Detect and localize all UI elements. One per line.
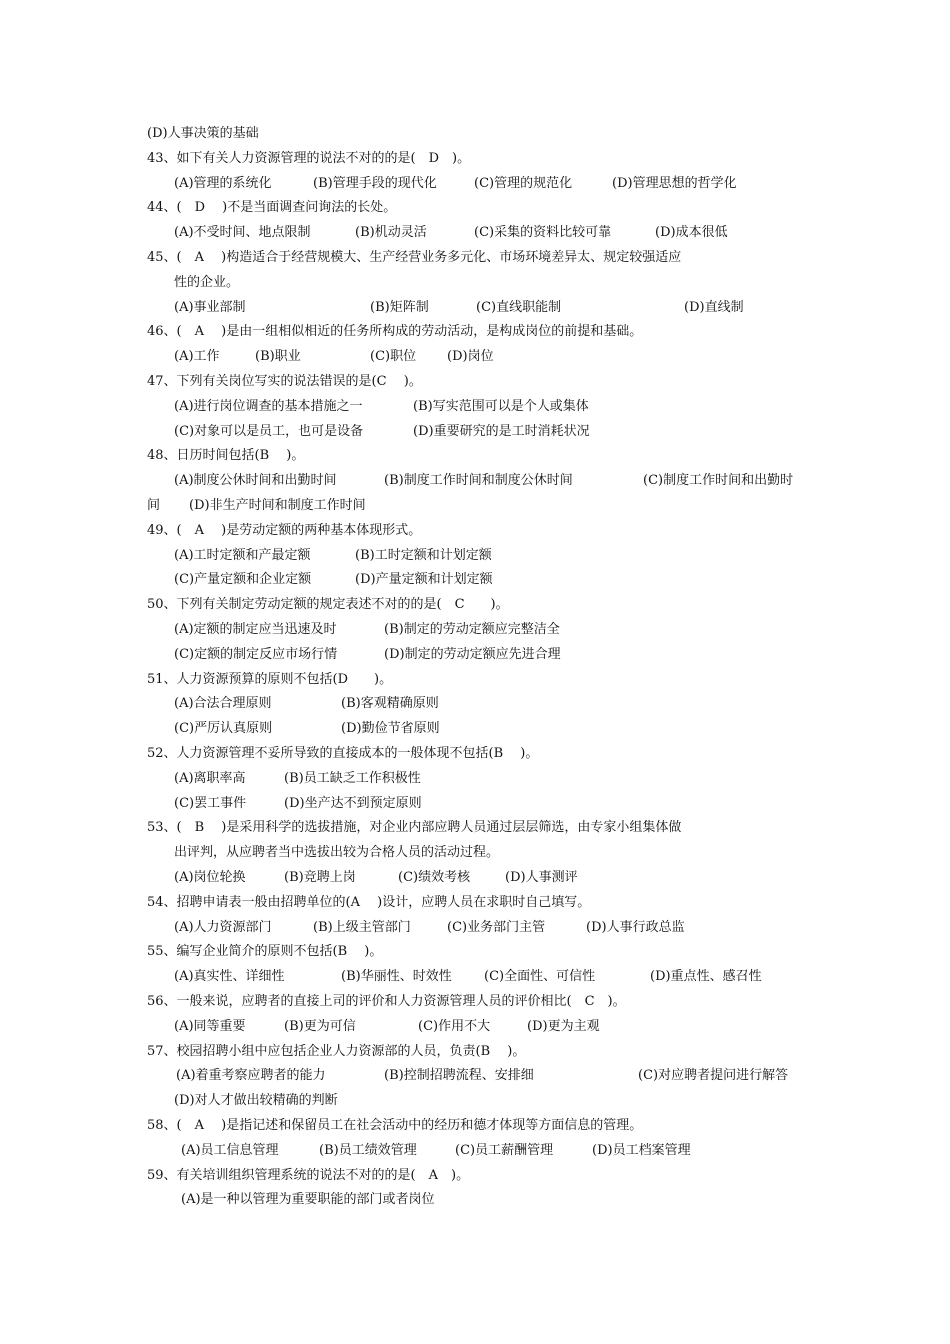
text-segment: 间 <box>147 498 161 513</box>
text-segment: 45、( A )构造适合于经营规模大、生产经营业务多元化、市场环境差异太、规定较强适应 <box>147 250 682 265</box>
text-segment: (D)重点性、感召性 <box>650 969 762 985</box>
text-line <box>0 668 950 692</box>
text-segment: 43、如下有关人力资源管理的说法不对的的是( D )。 <box>147 150 471 166</box>
text-line <box>0 692 950 716</box>
text-segment: (D)重要研究的是工时消耗状况 <box>413 423 590 439</box>
text-segment: 53、( B )是采用科学的选拔措施，对企业内部应聘人员通过层层筛选，由专家小组集体做 <box>147 820 682 836</box>
text-segment: (A)工时定额和产最定额 <box>174 547 311 563</box>
text-line <box>0 345 950 369</box>
text-line <box>0 965 950 989</box>
text-segment: (C)全面性、可信性 <box>484 969 596 985</box>
text-segment: 54、招聘申请表一般由招聘单位的(A )设计，应聘人员在求职时自己填写。 <box>147 894 591 910</box>
text-line <box>0 841 950 865</box>
text-segment: (A)真实性、详细性 <box>174 969 285 985</box>
text-segment: (A)员工信息管理 <box>181 1142 279 1158</box>
text-segment: (C)对象可以是员工，也可是设备 <box>174 423 364 439</box>
text-line <box>0 717 950 741</box>
text-line <box>0 395 950 419</box>
text-segment: (D)坐产达不到预定原则 <box>284 795 422 811</box>
text-segment: 47、下列有关岗位写实的说法错误的是(C )。 <box>147 374 422 389</box>
text-segment: 46、( A )是由一组相似相近的任务所构成的劳动活动，是构成岗位的前提和基础。 <box>147 324 643 340</box>
text-segment: 59、有关培训组织管理系统的说法不对的的是( A )。 <box>147 1167 470 1183</box>
text-line <box>0 147 950 171</box>
text-segment: 52、人力资源管理不妥所导致的直接成本的一般体现不包括(B )。 <box>147 746 539 761</box>
text-line <box>0 990 950 1014</box>
text-line <box>0 1015 950 1039</box>
text-line <box>0 122 950 146</box>
text-segment: (B)客观精确原则 <box>341 696 439 712</box>
text-segment: (B)矩阵制 <box>370 299 429 315</box>
text-line <box>0 643 950 667</box>
text-line <box>0 196 950 220</box>
text-line <box>0 494 950 518</box>
text-segment: (A)工作 <box>174 349 220 365</box>
text-segment: 51、人力资源预算的原则不包括(D )。 <box>147 671 393 687</box>
text-segment: (C)员工薪酬管理 <box>455 1142 554 1158</box>
text-line <box>0 1139 950 1163</box>
text-line <box>0 767 950 791</box>
text-line <box>0 1040 950 1064</box>
text-segment: (B)写实范围可以是个人或集体 <box>413 398 589 414</box>
text-segment: (C)严厉认真原则 <box>174 721 273 737</box>
text-line <box>0 519 950 543</box>
text-segment: (C)产量定额和企业定额 <box>174 572 312 588</box>
text-line <box>0 296 950 320</box>
text-segment: 性的企业。 <box>174 274 240 290</box>
text-line <box>0 1164 950 1188</box>
text-segment: (D)非生产时间和制度工作时间 <box>189 498 366 513</box>
text-line <box>0 420 950 444</box>
text-segment: (D)对人才做出较精确的判断 <box>174 1093 338 1109</box>
text-segment: (D)勤俭节省原则 <box>341 721 440 737</box>
text-segment: (A)同等重要 <box>174 1018 246 1034</box>
text-line <box>0 742 950 766</box>
text-line <box>0 221 950 245</box>
text-segment: 48、日历时间包括(B )。 <box>147 448 305 464</box>
text-segment: (D)人事决策的基础 <box>147 126 259 141</box>
text-line <box>0 1188 950 1212</box>
text-segment: 58、( A )是指记述和保留员工在社会活动中的经历和德才体现等方面信息的管理。 <box>147 1118 643 1133</box>
text-segment: (A)是一种以管理为重要职能的部门或者岗位 <box>181 1192 435 1208</box>
text-line <box>0 246 950 270</box>
text-segment: (C)对应聘者提问进行解答 <box>638 1068 789 1084</box>
text-segment: (D)更为主观 <box>527 1018 600 1034</box>
text-segment: (C)绩效考核 <box>398 870 471 885</box>
text-segment: (A)不受时间、地点限制 <box>174 225 311 241</box>
text-segment: (A)进行岗位调查的基本措施之一 <box>174 398 363 414</box>
text-line <box>0 618 950 642</box>
text-line <box>0 444 950 468</box>
text-segment: (A)人力资源部门 <box>174 919 272 935</box>
text-line <box>0 172 950 196</box>
text-segment: (D)人事行政总监 <box>586 919 685 935</box>
text-segment: (B)更为可信 <box>284 1018 356 1034</box>
text-line <box>0 370 950 394</box>
text-line <box>0 593 950 617</box>
text-line <box>0 544 950 568</box>
text-line <box>0 1089 950 1113</box>
text-line <box>0 271 950 295</box>
text-line <box>0 816 950 840</box>
text-segment: (B)控制招聘流程、安排细 <box>384 1068 534 1084</box>
text-line <box>0 1064 950 1088</box>
text-segment: (A)管理的系统化 <box>174 175 272 191</box>
text-segment: (B)上级主管部门 <box>313 919 411 935</box>
text-line <box>0 916 950 940</box>
text-segment: (A)离职率高 <box>174 770 246 786</box>
text-segment: (A)着重考察应聘者的能力 <box>176 1068 326 1084</box>
text-segment: 56、一般来说，应聘者的直接上司的评价和人力资源管理人员的评价相比( C )。 <box>147 994 626 1009</box>
text-line <box>0 891 950 915</box>
text-segment: 50、下列有关制定劳动定额的规定表述不对的的是( C )。 <box>147 597 509 613</box>
text-segment: (C)管理的规范化 <box>474 175 573 191</box>
text-segment: (B)竞聘上岗 <box>284 870 356 885</box>
text-segment: (A)岗位轮换 <box>174 870 246 885</box>
text-segment: (B)制度工作时间和制度公休时间 <box>384 473 573 489</box>
text-segment: (A)事业部制 <box>174 299 246 315</box>
text-segment: (C)职位 <box>370 349 417 365</box>
text-segment: 44、( D )不是当面调查问询法的长处。 <box>147 200 397 216</box>
text-segment: 55、编写企业简介的原则不包括(B )。 <box>147 944 383 960</box>
text-line <box>0 320 950 344</box>
text-segment: (A)合法合理原则 <box>174 696 272 712</box>
text-segment: (D)人事测评 <box>505 870 578 885</box>
text-segment: (D)制定的劳动定额应先进合理 <box>384 646 561 662</box>
text-segment: 出评判，从应聘者当中选拔出较为合格人员的活动过程。 <box>174 845 500 861</box>
text-segment: (D)产量定额和计划定额 <box>355 572 493 588</box>
text-segment: (D)员工档案管理 <box>592 1142 691 1158</box>
text-line <box>0 940 950 964</box>
text-line <box>0 1114 950 1138</box>
text-segment: (B)机动灵活 <box>355 225 427 241</box>
text-segment: (D)直线制 <box>684 299 744 315</box>
text-segment: (B)制定的劳动定额应完整洁全 <box>384 622 560 637</box>
text-segment: (B)职业 <box>255 349 301 365</box>
text-segment: 49、( A )是劳动定额的两种基本体现形式。 <box>147 522 422 538</box>
text-line <box>0 469 950 493</box>
text-segment: (A)制度公休时间和出勤时间 <box>174 473 337 489</box>
text-segment: (C)制度工作时间和出勤时 <box>643 473 794 489</box>
text-segment: (D)成本很低 <box>655 225 728 241</box>
text-line <box>0 866 950 890</box>
text-segment: (C)业务部门主管 <box>447 919 546 935</box>
text-segment: 57、校园招聘小组中应包括企业人力资源部的人员，负责(B )。 <box>147 1043 526 1059</box>
text-segment: (D)管理思想的哲学化 <box>612 175 737 191</box>
text-segment: (C)罢工事件 <box>174 795 247 811</box>
text-segment: (B)华丽性、时效性 <box>341 969 452 985</box>
text-line <box>0 792 950 816</box>
text-segment: (B)员工绩效管理 <box>319 1142 417 1158</box>
text-segment: (C)采集的资料比较可靠 <box>474 225 612 241</box>
text-segment: (A)定额的制定应当迅速及时 <box>174 622 337 637</box>
text-segment: (D)岗位 <box>447 349 494 365</box>
text-line <box>0 568 950 592</box>
text-segment: (B)员工缺乏工作积极性 <box>284 770 421 786</box>
text-segment: (B)工时定额和计划定额 <box>355 547 492 563</box>
text-segment: (C)直线职能制 <box>476 299 562 315</box>
text-segment: (C)定额的制定反应市场行情 <box>174 646 338 662</box>
text-segment: (B)管理手段的现代化 <box>313 175 437 191</box>
text-segment: (C)作用不大 <box>418 1018 491 1034</box>
